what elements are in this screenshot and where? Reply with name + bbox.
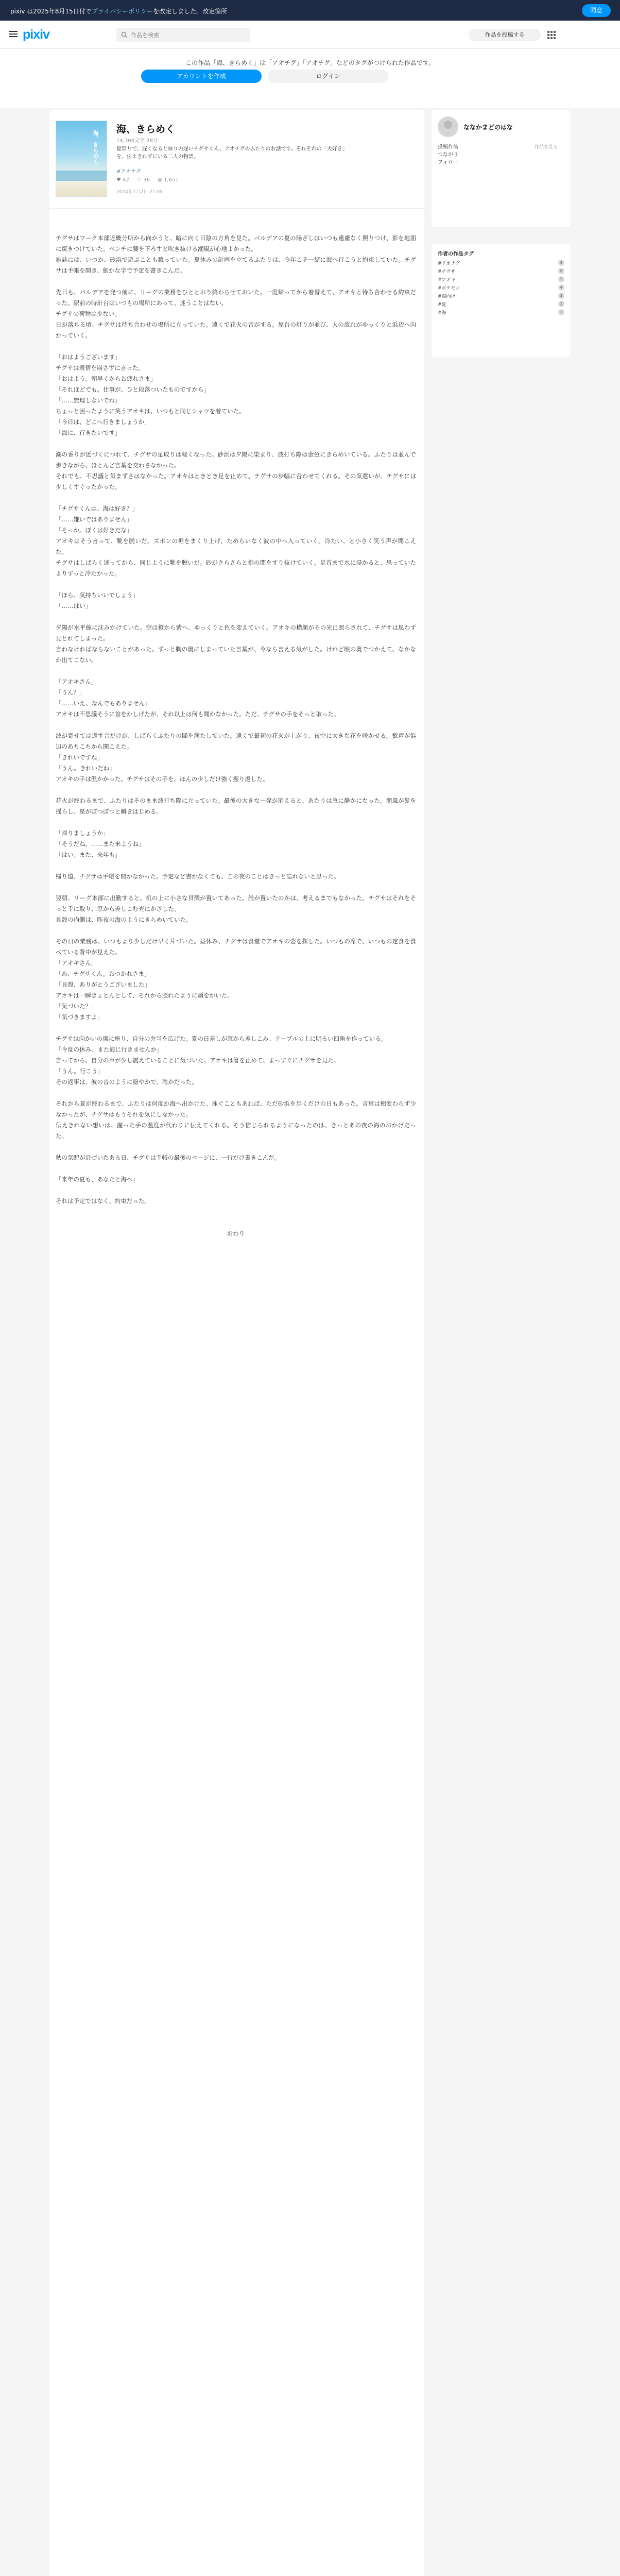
author-tag-item[interactable] xyxy=(438,267,564,275)
paragraph: 「……はい」 xyxy=(56,602,91,609)
post-date: 2024年7月2日 21:00 xyxy=(116,190,163,195)
paragraph: 波が寄せては返す音だけが、しばらくふたりの間を満たしていた。遠くで最初の花火が上がり、夜空に大きな花を咲かせる。歓声が浜辺のあちこちから聞こえた。 xyxy=(56,732,416,750)
paragraph: 言ってから、自分の声が少し震えていることに気づいた。アオキは箸を止めて、まっすぐにチグサを見た。 xyxy=(56,1057,340,1064)
paragraph: 「おはようございます」 xyxy=(56,353,121,361)
cover-title: 海、きらめく xyxy=(92,130,99,164)
author-tag-count: 5 xyxy=(558,276,564,282)
author-tag-count: 2 xyxy=(558,301,564,307)
author-tags-card xyxy=(432,244,571,358)
paragraph xyxy=(56,1142,416,1153)
paragraph: 帰り道、チグサは手帳を開かなかった。予定など書かなくても、この夜のことはきっと忘れないと思った。 xyxy=(56,873,340,880)
paragraph: 「来年の夏も、あなたと海へ」 xyxy=(56,1176,139,1183)
author-tag-count: 8 xyxy=(558,260,564,266)
login-button[interactable]: ログイン xyxy=(268,70,388,83)
novel-meta: 14,304文字 28分 xyxy=(116,138,158,144)
author-tag-item[interactable] xyxy=(438,259,564,267)
sidebar xyxy=(432,110,571,358)
paragraph: 「今日は、どこへ行きましょうか」 xyxy=(56,418,150,426)
paragraph: チグサはワーク本部近畿分所から向かうと、暗に向く日陰の方角を見た。パルデアの夏の陽ざしはいつも遠慮なく照りつけ、影を地面に焼きつけていた。ベンチに腰を下ろすと吹き抜ける潮風が心地よかった。 xyxy=(56,234,416,252)
notice-text: pixiv は2025年8月15日付でプライバシーポリシーを改定しました。改定箇所 xyxy=(10,8,228,15)
paragraph: 「……嫌いではありません」 xyxy=(56,516,133,523)
author-tag-count: 6 xyxy=(558,268,564,274)
author-tag-label: #腐向け xyxy=(438,294,456,299)
notice-banner xyxy=(0,0,620,21)
avatar[interactable] xyxy=(438,116,458,137)
paragraph: 「気づきますよ」 xyxy=(56,1013,103,1021)
author-tag-label: #アオチグ xyxy=(438,261,460,266)
novel-body xyxy=(56,233,416,1239)
author-card xyxy=(432,110,571,227)
novel-summary: 夏祭りで、遅くなると帰りの遅いチグサくん、アオチグのふたりのお話です。それぞれの「大好き」を、伝えきれずにいる二人の物語。 xyxy=(116,146,348,160)
paragraph: 「それほどでも。仕事が、ひと段落ついたものですから」 xyxy=(56,386,210,393)
paragraph: 日が落ちる頃、チグサは待ち合わせの場所に立っていた。遠くで花火の音がする。屋台の灯りが並び、人の流れがゆっくりと浜辺へ向かっていく。 xyxy=(56,321,416,339)
paragraph xyxy=(56,1088,416,1098)
paragraph: おわり xyxy=(227,1230,245,1237)
search-icon xyxy=(121,31,128,38)
paragraph: 「あ、チグサくん。おつかれさま」 xyxy=(56,970,150,977)
paragraph: 「貝殻、ありがとうございました」 xyxy=(56,981,150,988)
privacy-policy-link[interactable]: プライバシーポリシー xyxy=(91,8,153,15)
paragraph: アオキは一瞬きょとんとして、それから照れたように頭をかいた。 xyxy=(56,992,233,999)
paragraph xyxy=(56,579,416,590)
apps-grid-icon[interactable] xyxy=(547,31,556,39)
author-tag-item[interactable] xyxy=(438,308,564,316)
paragraph: アオキの手は温かかった。チグサはその手を、ほんの少しだけ強く握り返した。 xyxy=(56,775,269,783)
paragraph xyxy=(56,276,416,287)
paragraph: 「アオキさん」 xyxy=(56,678,97,685)
paragraph: 「海に、行きたいです」 xyxy=(56,429,121,436)
paragraph: 「そっか。ぼくは好きだな」 xyxy=(56,527,133,534)
paragraph xyxy=(56,785,416,795)
paragraph: 先日も、パルデアを発つ前に、リーグの業務をひととおり終わらせておいた。一度帰ってから着替えて、アオキと待ち合わせる約束だった。駅前の時計台はいつもの場所にあって、迷うことはない。 xyxy=(56,289,416,307)
paragraph: その返事は、波の音のように穏やかで、確かだった。 xyxy=(56,1078,198,1086)
paragraph xyxy=(56,1217,416,1228)
paragraph xyxy=(56,720,416,731)
paragraph: ちょっと困ったように笑うアオキは、いつもと同じシャツを着ていた。 xyxy=(56,408,245,415)
search-input[interactable] xyxy=(131,28,247,42)
paragraph: 貝殻の内側は、昨夜の海のようにきらめいていた。 xyxy=(56,916,192,923)
author-tag-label: #チグサ xyxy=(438,269,456,275)
author-link-follow[interactable]: フォロー xyxy=(438,160,458,165)
site-header xyxy=(0,21,620,48)
author-tag-item[interactable] xyxy=(438,300,564,308)
paragraph xyxy=(56,666,416,676)
paragraph: チグサは表情を崩さずに言った。 xyxy=(56,364,145,371)
paragraph: 「はい。また、来年も」 xyxy=(56,851,121,858)
paragraph: その日の業務は、いつもより少しだけ早く片づいた。昼休み、チグサは食堂でアオキの姿を探した。いつもの席で、いつもの定食を食べている背中が見えた。 xyxy=(56,938,416,956)
paragraph: チグサは向かいの席に座り、自分の弁当を広げた。夏の日差しが窓から差しこみ、テーブルの上に明るい四角を作っている。 xyxy=(56,1035,387,1042)
paragraph: 言わなければならないことがあった。ずっと胸の奥にしまっていた言葉が、今なら言える気がした。けれど喉の奥でつかえて、なかなか出てこない。 xyxy=(56,646,416,664)
author-tag-item[interactable] xyxy=(438,283,564,292)
paragraph xyxy=(56,612,416,622)
paragraph: 雑誌には、いつか、砂浜で遊ぶことも載っていた。夏休みの計画を立てるふたりは、今年こそ一緒に海へ行こうと約束していた。チグサは手帳を開き、細かな字で予定を書きこんだ。 xyxy=(56,256,416,274)
author-link-works[interactable]: 投稿作品 xyxy=(438,144,458,150)
paragraph: アオキは不思議そうに首をかしげたが、それ以上は何も聞かなかった。ただ、チグサの手をそっと取った。 xyxy=(56,710,340,718)
author-tag-item[interactable] xyxy=(438,292,564,300)
paragraph: 「おはよう。朝早くからお疲れさま」 xyxy=(56,375,157,382)
paragraph: 「そうだね。……また来ようね」 xyxy=(56,840,145,848)
author-tag-count: 3 xyxy=(558,293,564,299)
paragraph: 花火が終わるまで、ふたりはそのまま波打ち際に立っていた。最後の大きな一発が消えると、あたりは急に静かになった。潮風が髪を揺らし、星がぽつぽつと瞬きはじめる。 xyxy=(56,797,416,815)
paragraph: 「今度の休み、また海に行きませんか」 xyxy=(56,1046,163,1053)
author-tag-label: #アオキ xyxy=(438,277,456,283)
paragraph xyxy=(56,493,416,503)
author-tag-count: 1 xyxy=(558,309,564,315)
promo-message: この作品「海、きらめく」は「アオチグ」「アオチグ」などのタグがつけられた作品です。 xyxy=(185,59,435,66)
divider xyxy=(49,208,424,209)
paragraph: 「うん。行こう」 xyxy=(56,1067,104,1075)
paragraph: 秋の気配が近づいたある日、チグサは手帳の最後のページに、一行だけ書きこんだ。 xyxy=(56,1154,281,1161)
paragraph: 「うん。きれいだね」 xyxy=(56,765,115,772)
signup-promo xyxy=(0,49,620,108)
paragraph: 翌朝、リーグ本部に出勤すると、机の上に小さな貝殻が置いてあった。誰が置いたのかは、考えるまでもなかった。チグサはそれをそっと手に取り、窓から差しこむ光にかざした。 xyxy=(56,894,416,912)
paragraph: 「……無理しないでね」 xyxy=(56,397,121,404)
author-tags-title: 作者の作品タグ xyxy=(438,251,474,257)
paragraph: チグサの荷物は少ない。 xyxy=(56,310,121,317)
paragraph: 潮の香りが近づくにつれて、チグサの足取りは軽くなった。砂浜は夕陽に染まり、波打ち際は金色にきらめいている。ふたりは並んで歩きながら、ほとんど言葉を交わさなかった。 xyxy=(56,451,416,469)
paragraph: 「うん？」 xyxy=(56,689,85,696)
paragraph xyxy=(56,438,416,449)
paragraph: アオキはそう言って、靴を脱いだ。ズボンの裾をまくり上げ、ためらいなく波の中へ入っていく。冷たい、と小さく笑う声が聞こえた。 xyxy=(56,537,416,555)
signup-button[interactable]: アカウントを作成 xyxy=(141,70,262,83)
paragraph xyxy=(56,1185,416,1196)
paragraph: チグサはしばらく迷ってから、同じように靴を脱いだ。砂がさらさらと指の間をすり抜けていく。足首まで水に浸かると、思っていたよりずっと冷たかった。 xyxy=(56,559,416,577)
author-tag-item[interactable] xyxy=(438,275,564,283)
paragraph: 「ほら、気持ちいいでしょう」 xyxy=(56,591,139,599)
cover-sea xyxy=(56,171,107,181)
paragraph xyxy=(56,925,416,936)
paragraph: 夕陽が水平線に沈みかけていた。空は橙から紫へ、ゆっくりと色を変えていく。アオキの横顔がその光に照らされて、チグサは思わず見とれてしまった。 xyxy=(56,624,416,642)
bookmark-count: ♡ 36 xyxy=(137,177,150,183)
paragraph xyxy=(56,1023,416,1033)
paragraph: それから夏が終わるまで、ふたりは何度か海へ出かけた。泳ぐこともあれば、ただ砂浜を歩くだけの日もあった。言葉は相変わらず少なかったが、チグサはもうそれを気にしなかった。 xyxy=(56,1100,416,1118)
menu-icon[interactable] xyxy=(9,31,18,37)
paragraph xyxy=(56,1163,416,1174)
paragraph xyxy=(56,1207,416,1217)
paragraph: 「アオキさん」 xyxy=(56,959,97,967)
author-tag-label: #ポケモン xyxy=(438,285,460,291)
author-links xyxy=(438,143,458,166)
agree-button[interactable]: 同意 xyxy=(582,4,611,17)
paragraph xyxy=(56,882,416,893)
author-link-connections[interactable]: つながり xyxy=(438,152,458,158)
paragraph: 「帰りましょうか」 xyxy=(56,829,109,837)
paragraph: それは予定ではなく、約束だった。 xyxy=(56,1197,150,1205)
paragraph: 「……いえ、なんでもありません」 xyxy=(56,700,151,707)
novel-tag[interactable]: #アオチグ xyxy=(116,169,141,175)
pixiv-logo[interactable]: pixiv xyxy=(23,27,49,42)
author-tags-list xyxy=(438,259,564,316)
search-box[interactable] xyxy=(116,28,250,42)
paragraph: 「きれいですね」 xyxy=(56,754,103,761)
cover-image[interactable] xyxy=(56,121,107,197)
author-name[interactable]: ななかまどのはな xyxy=(463,124,513,131)
author-tag-label: #夏 xyxy=(438,302,446,308)
post-work-button[interactable]: 作品を投稿する xyxy=(469,29,541,41)
paragraph: 「チグサくんは、海は好き？」 xyxy=(56,505,139,512)
view-works-link[interactable]: 作品を見る xyxy=(535,145,558,150)
paragraph: それでも、不思議と気まずさはなかった。アオキはときどき足を止めて、チグサの歩幅に合わせてくれる。その気遣いが、チグサには少しくすぐったかった。 xyxy=(56,472,416,490)
paragraph: 「気づいた？」 xyxy=(56,1003,97,1010)
author-tag-count: 4 xyxy=(558,284,564,291)
author-tag-label: #海 xyxy=(438,310,446,316)
novel-title: 海、きらめく xyxy=(116,124,176,135)
novel-stats xyxy=(116,177,185,183)
novel-panel xyxy=(49,110,424,2576)
paragraph xyxy=(56,860,416,871)
paragraph xyxy=(56,817,416,828)
paragraph: 伝えきれない想いは、握った手の温度が代わりに伝えてくれる。そう信じられるようになったのは、きっとあの夜の海のおかげだった。 xyxy=(56,1122,416,1140)
like-count: ♥ 42 xyxy=(116,177,129,183)
paragraph xyxy=(56,341,416,352)
view-count: ◎ 1,651 xyxy=(158,177,179,183)
